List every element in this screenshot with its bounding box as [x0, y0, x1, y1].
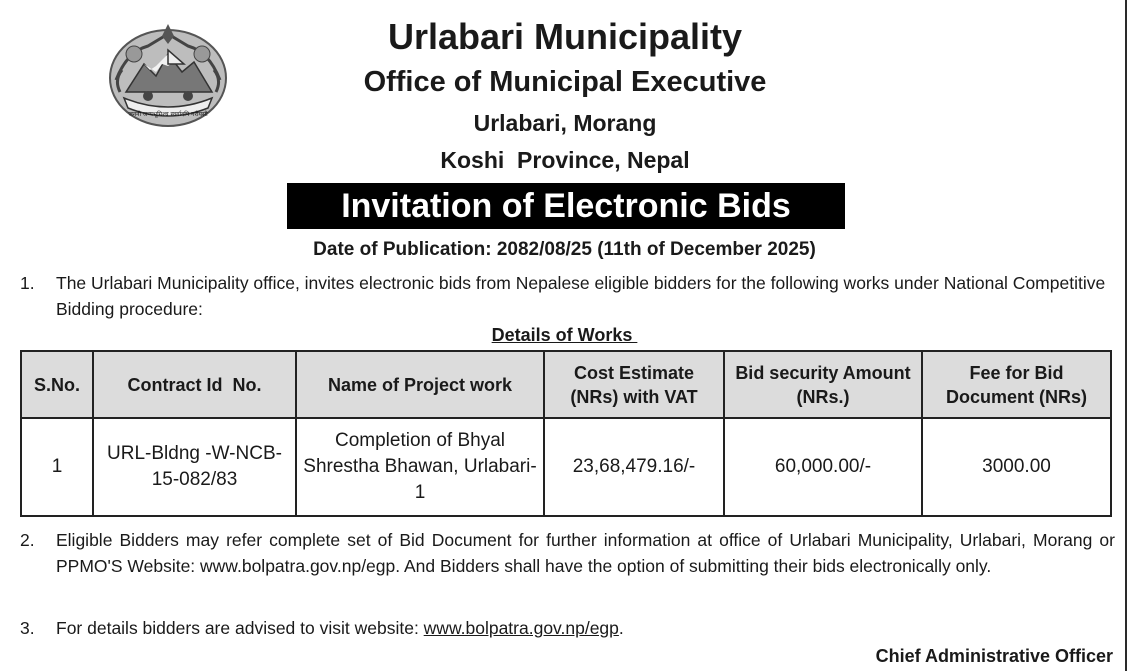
table-header-row: [21, 351, 1111, 418]
cell-project: Completion of Bhyal Shrestha Bhawan, Urlabari-1: [296, 418, 544, 516]
cell-contract-id: URL-Bldng -W-NCB-15-082/83: [93, 418, 296, 516]
cell-fee: 3000.00: [922, 418, 1111, 516]
emblem-motto: जननी जन्मभूमिश्च स्वर्गादपि गरीयसी: [128, 111, 208, 118]
notice-banner: Invitation of Electronic Bids: [287, 183, 845, 229]
works-table: [20, 350, 1112, 517]
cell-security: 60,000.00/-: [724, 418, 922, 516]
header-project: Name of Project work: [296, 351, 544, 418]
paragraph-3-number: 3.: [20, 618, 35, 638]
paragraph-3: [20, 615, 1115, 641]
paragraph-2-number: 2.: [20, 530, 35, 550]
header-sno: S.No.: [21, 351, 93, 418]
paragraph-3-text: [56, 615, 1115, 641]
header-fee: Fee for Bid Document (NRs): [922, 351, 1111, 418]
signature-title: Chief Administrative Officer: [875, 646, 1113, 666]
paragraph-1-text: The Urlabari Municipality office, invites electronic bids from Nepalese eligible bidders for the following works under National Competitive Bidding procedure:: [56, 273, 1106, 319]
paragraph-2-text: Eligible Bidders may refer complete set of Bid Document for further information at office of Urlabari Municipality, Urlabari, Morang or PPMO'S Website: www.bolpatra.gov.np/egp. And Bidders shall have the option of submitting their bids electronically only.: [56, 530, 1115, 576]
cell-cost: 23,68,479.16/-: [544, 418, 724, 516]
table-row: [21, 418, 1111, 516]
office-province: Koshi Province, Nepal: [440, 147, 690, 173]
paragraph-3-text-after: .: [618, 618, 624, 638]
publication-date: Date of Publication: 2082/08/25 (11th of December 2025): [313, 239, 816, 260]
office-location: Urlabari, Morang: [473, 110, 657, 136]
works-title: Details of Works: [491, 325, 638, 345]
header-contract-id: Contract Id No.: [93, 351, 296, 418]
cell-sno: 1: [21, 418, 93, 516]
paragraph-2: [20, 527, 1115, 579]
municipality-title: Urlabari Municipality: [387, 16, 743, 57]
egp-website-link[interactable]: www.bolpatra.gov.np/egp: [423, 618, 619, 638]
office-name: Office of Municipal Executive: [363, 66, 767, 98]
paragraph-3-text-before: For details bidders are advised to visit website:: [56, 618, 424, 638]
paragraph-1-number: 1.: [20, 273, 35, 293]
paragraph-1: [20, 270, 1115, 322]
nepal-emblem-icon: [104, 20, 232, 132]
header-security: Bid security Amount (NRs.): [724, 351, 922, 418]
header-cost: Cost Estimate (NRs) with VAT: [544, 351, 724, 418]
